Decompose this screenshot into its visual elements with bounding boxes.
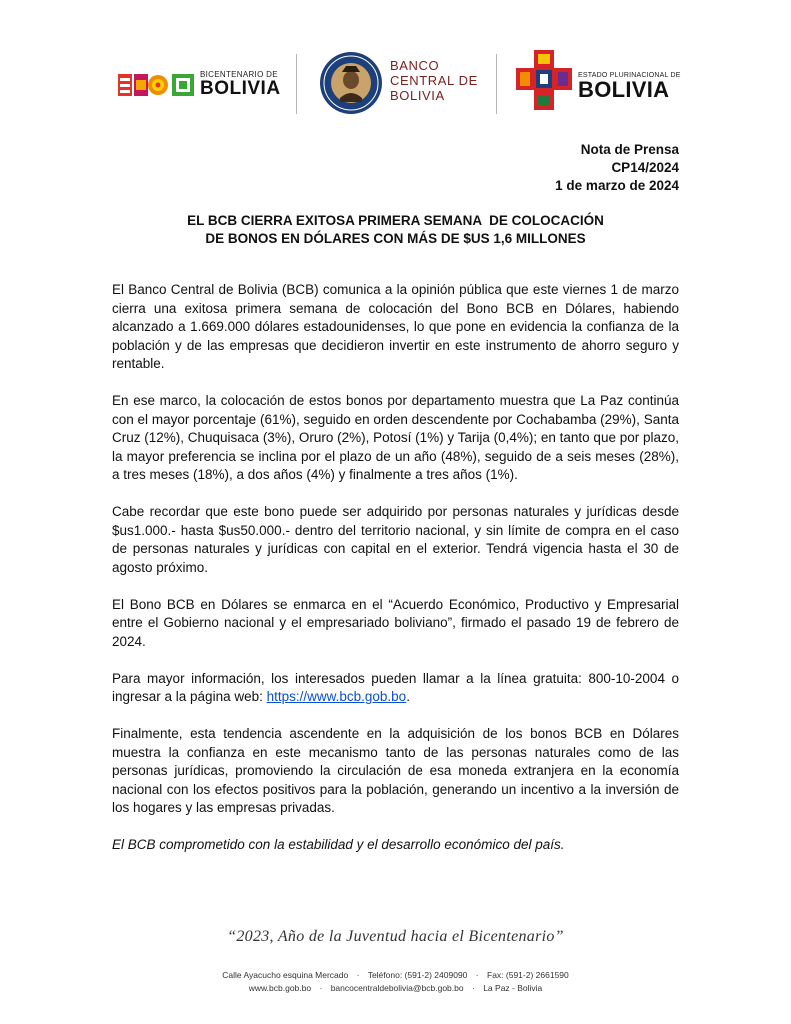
header-divider (496, 54, 497, 114)
bicentenario-icons (118, 70, 196, 100)
page-footer (0, 969, 791, 995)
body-paragraph-5 (112, 670, 679, 707)
document-date: 1 de marzo de 2024 (555, 178, 679, 193)
footer-web-row (0, 982, 791, 995)
bcb-name-line1: BANCO (390, 58, 440, 73)
bcb-name-line3: BOLIVIA (390, 88, 445, 103)
footer-contact-row (0, 969, 791, 982)
body-paragraph-6: Finalmente, esta tendencia ascendente en la adquisición de los bonos BCB en Dólares muestra la confianza en este mecanismo tanto de las personas naturales como de las personas jurídicas, promoviendo la circulación de esa moneda extranjera en la economía nacional con los efectos positivos para la población, generando un incentivo a la inversión de los hogares y las empresas privadas. (112, 726, 679, 815)
estado-small-text: ESTADO PLURINACIONAL DE (578, 72, 681, 79)
press-release-title (112, 212, 679, 248)
title-line-1: EL BCB CIERRA EXITOSA PRIMERA SEMANA DE COLOCACIÓN (187, 213, 604, 228)
footer-email: bancocentraldebolivia@bcb.gob.bo (330, 983, 464, 993)
institutional-motto: “2023, Año de la Juventud hacia el Bicentenario” (227, 928, 564, 945)
closing-statement: El BCB comprometido con la estabilidad y el desarrollo económico del país. (112, 837, 565, 852)
page-header (0, 46, 791, 126)
bcb-website-link[interactable]: https://www.bcb.gob.bo (266, 689, 407, 704)
bicentenario-logo (118, 66, 281, 102)
footer-city: La Paz - Bolivia (483, 983, 543, 993)
footer-phone: Teléfono: (591-2) 2409090 (367, 970, 468, 980)
bcb-logo (318, 50, 488, 118)
paragraph-5-end: . (406, 689, 410, 704)
bcb-name-line2: CENTRAL DE (390, 73, 478, 88)
bcb-name (390, 58, 478, 103)
document-code: CP14/2024 (611, 160, 679, 175)
footer-separator: · (319, 983, 323, 993)
press-release-body (112, 281, 679, 873)
paragraph-5-text: Para mayor información, los interesados pueden llamar a la línea gratuita: 800-10-2004 o ingresar a la página web: (112, 670, 679, 704)
estado-plurinacional-logo (516, 50, 681, 118)
footer-fax: Fax: (591-2) 2661590 (487, 970, 569, 980)
body-paragraph-4: El Bono BCB en Dólares se enmarca en el “Acuerdo Económico, Productivo y Empresarial entre el Gobierno nacional y el empresariado boliviano”, firmado el pasado 19 de febrero de 2024. (112, 596, 679, 649)
estado-big-text: BOLIVIA (578, 77, 670, 102)
document-type: Nota de Prensa (580, 142, 679, 157)
body-paragraph-2: En ese marco, la colocación de estos bonos por departamento muestra que La Paz continúa con el mayor porcentaje (61%), seguido en orden descendente por Cochabamba (29%), Santa Cruz (12%), Chuquisaca (3%), Oruro (2%), Potosí (1%) y Tarija (0,4%); en tanto que por plazo, la mayor preferencia se inclina por el plazo de un año (48%), seguido de a seis meses (28%), a tres meses (18%), a dos años (4%) y finalmente a tres años (1%). (112, 393, 679, 482)
footer-separator: · (471, 983, 475, 993)
chakana-icon (516, 50, 572, 110)
body-paragraph-3: Cabe recordar que este bono puede ser adquirido por personas naturales y jurídicas desde $us1.000.- hasta $us50.000.- dentro del territorio nacional, y sin límite de compra en el caso de personas naturales y jurídicas con capital en el exterior. Tendrá vigencia hasta el 30 de agosto próximo. (112, 504, 679, 575)
title-line-2: DE BONOS EN DÓLARES CON MÁS DE $US 1,6 MILLONES (205, 231, 586, 246)
header-divider (296, 54, 297, 114)
bcb-seal-icon (318, 50, 384, 116)
bicentenario-big-text: BOLIVIA (200, 78, 281, 99)
footer-web: www.bcb.gob.bo (248, 983, 312, 993)
footer-address: Calle Ayacucho esquina Mercado (222, 970, 349, 980)
bicentenario-small-text: BICENTENARIO DE (200, 70, 278, 79)
footer-separator: · (475, 970, 479, 980)
footer-separator: · (356, 970, 360, 980)
body-paragraph-1: El Banco Central de Bolivia (BCB) comunica a la opinión pública que este viernes 1 de marzo cierra una exitosa primera semana de colocación del Bono BCB en Dólares, habiendo alcanzado a 1.669.000 dólares estadounidenses, lo que pone en evidencia la confianza de la población y de las empresas que decidieron invertir en este instrumento de ahorro seguro y rentable. (112, 282, 679, 371)
press-release-meta (555, 141, 679, 195)
